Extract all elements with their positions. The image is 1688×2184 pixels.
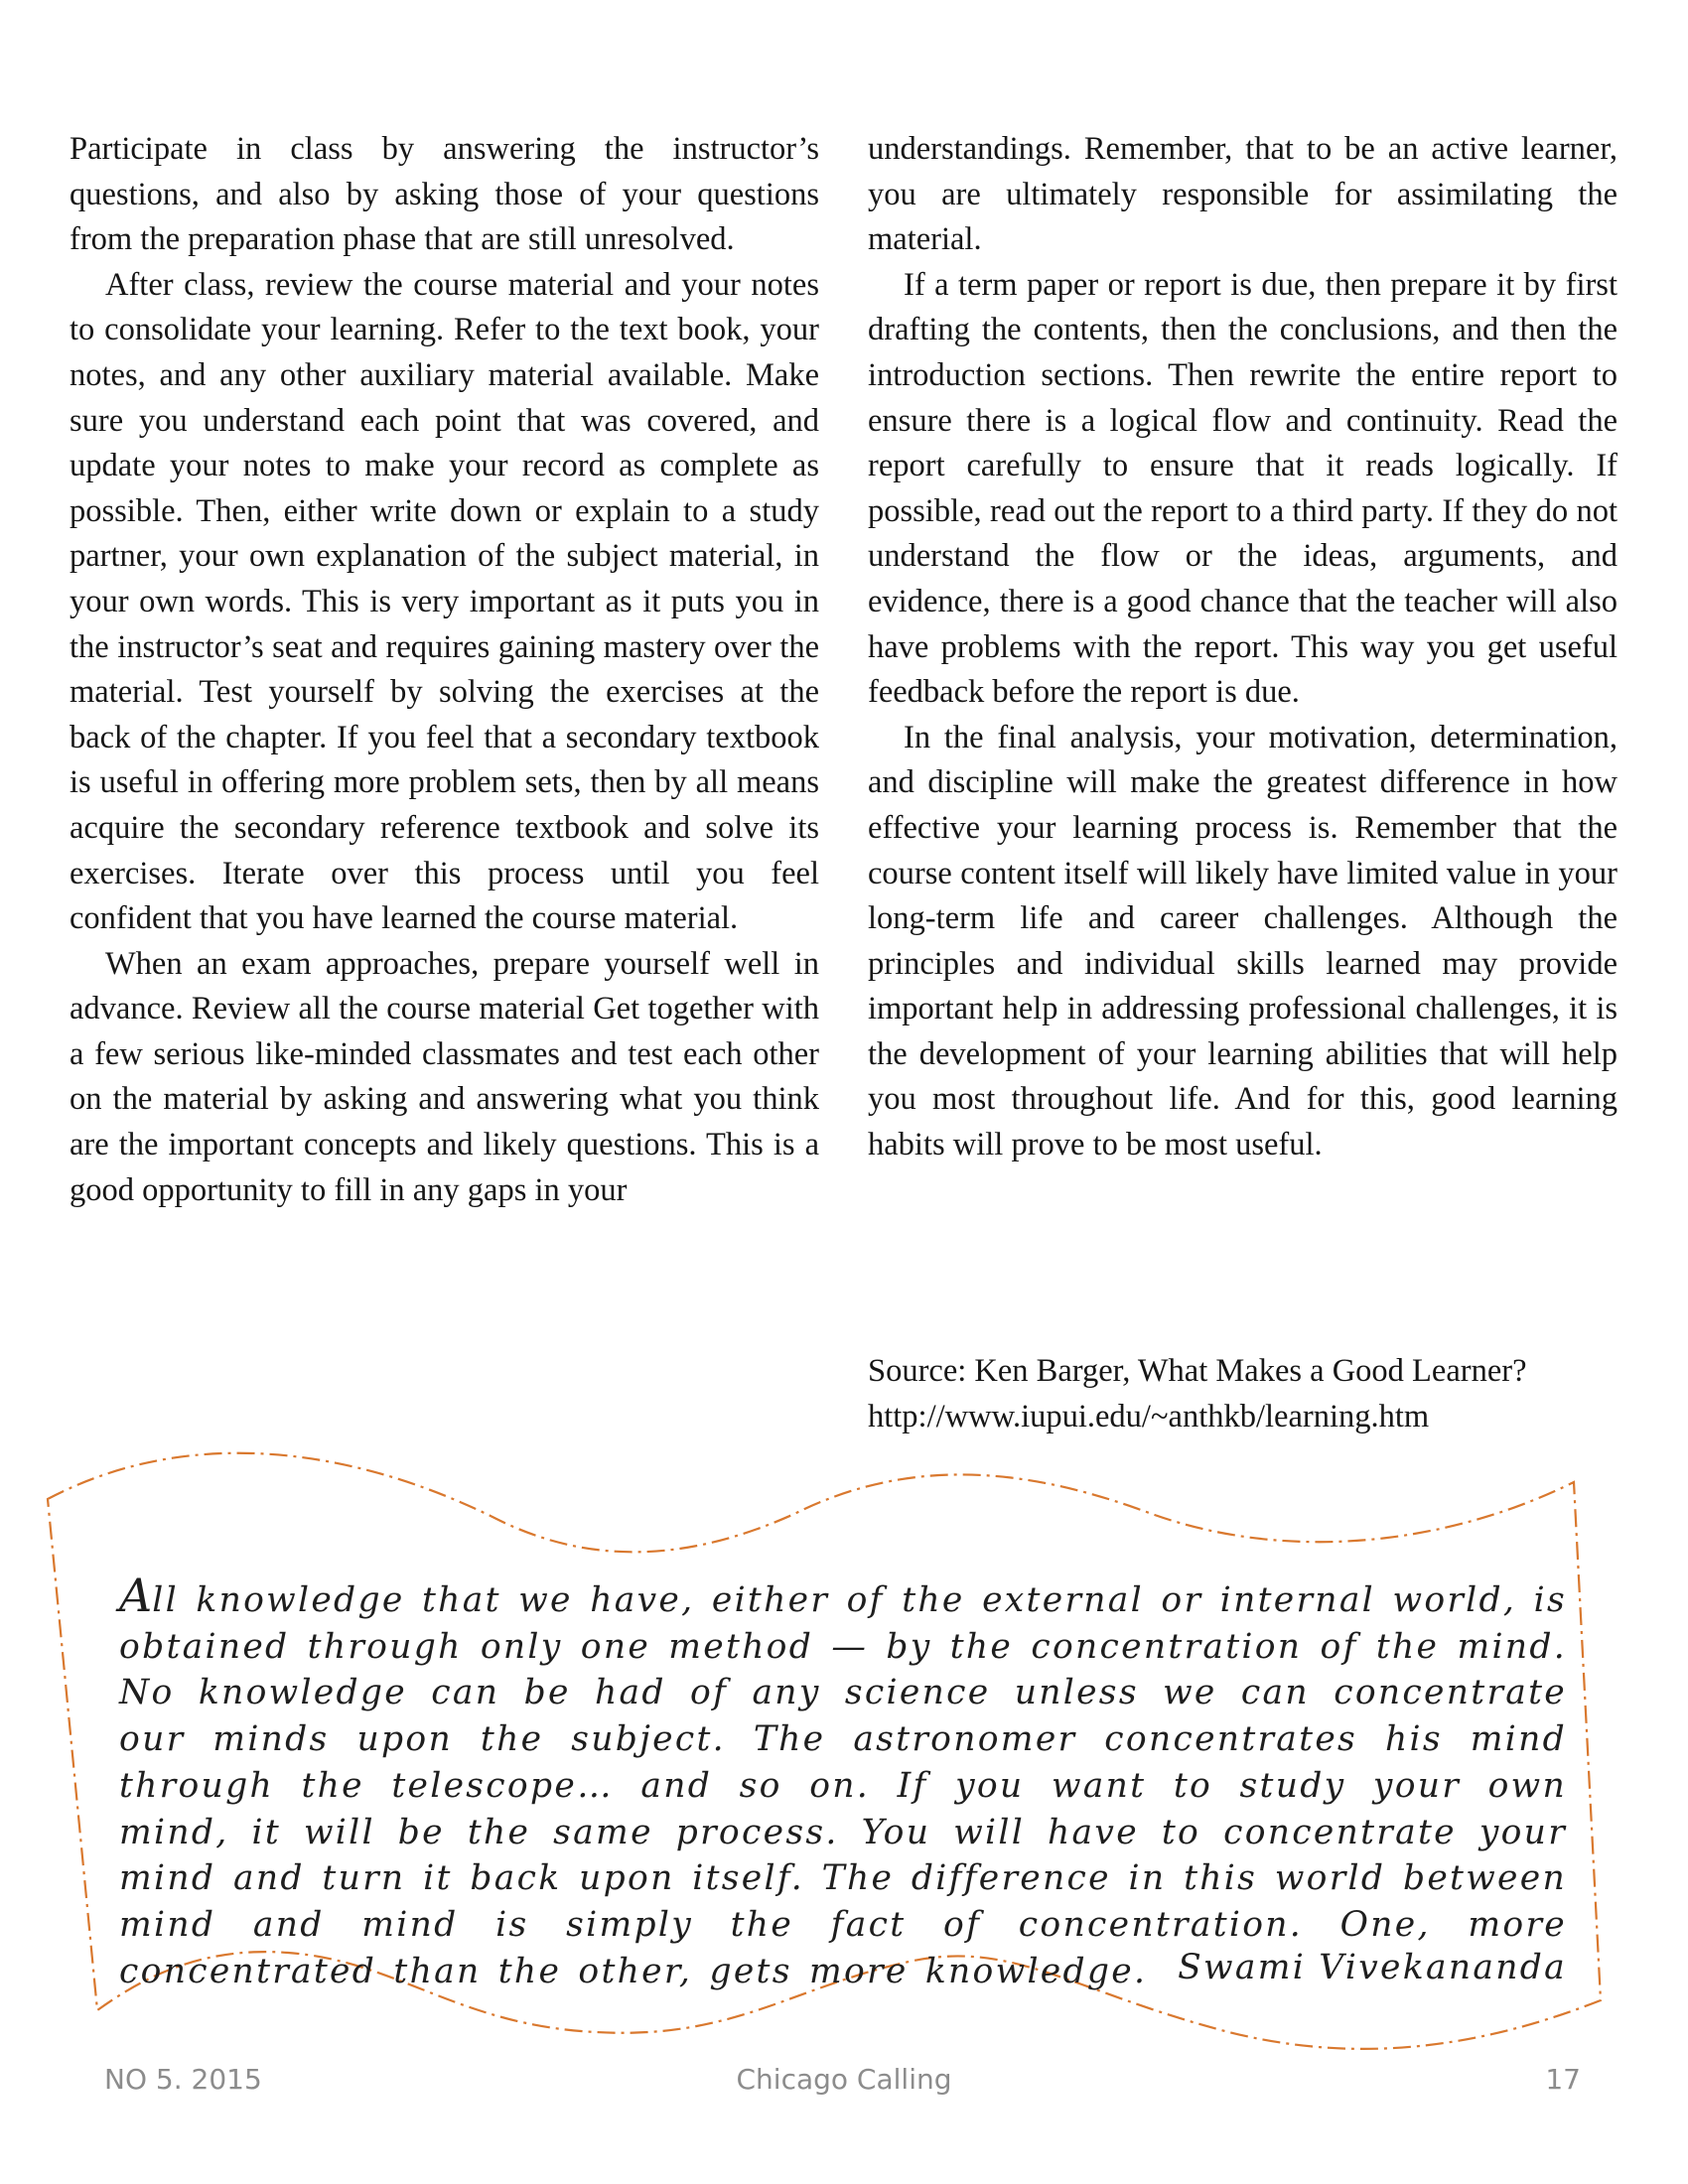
source-reference: Source: Ken Barger, What Makes a Good Learner?: [868, 1353, 1527, 1389]
footer-issue-number: NO 5. 2015: [104, 2063, 262, 2096]
paragraph-final-analysis: In the final analysis, your motivation, determination, and discipline will make the greatest difference in how effective your learning process is. Remember that the course content itself will likely have limited value in your long-term life and career challenges. Although the principles and individual skills learned may provide important help in addressing professional challenges, it is the development of your learning abilities that will help you most throughout life. And for this, good learning habits will prove to be most useful.: [868, 719, 1618, 1163]
paragraph-understandings: understandings. Remember, that to be an active learner, you are ultimately responsible for assimilating the material.: [868, 131, 1618, 258]
right-text-column: [868, 127, 1618, 1168]
vivekananda-quote: [119, 1569, 1567, 1994]
source-url: http://www.iupui.edu/~anthkb/learning.htm: [868, 1398, 1430, 1434]
quote-body: ll knowledge that we have, either of the external or internal world, is obtained through only one method — by the concentration of the mind. No knowledge can be had of any science unless we can concentrate our minds upon the subject. The astronomer concentrates his mind through the telescope… and so on. If you want to study your own mind, it will be the same process. You will have to concentrate your mind and turn it back upon itself. The difference in this world between mind and mind is simply the fact of concentration. One, more concentrated than the other, gets more knowledge.: [119, 1580, 1567, 1991]
paragraph-after-class: After class, review the course material and your notes to consolidate your learning. Refer to the text book, your notes, and any other auxiliary material available. Make sure you understand each point that was covered, and update your notes to make your record as complete as possible. Then, either write down or explain to a study partner, your own explanation of the subject material, in your own words. This is very important as it puts you in the instructor’s seat and requires gaining mastery over the material. Test yourself by solving the exercises at the back of the chapter. If you feel that a secondary textbook is useful in offering more problem sets, then by all means acquire the secondary reference textbook and solve its exercises. Iterate over this process until you feel confident that you have learned the course material.: [70, 266, 819, 937]
paragraph-participate: Participate in class by answering the instructor’s questions, and also by asking those of your questions from the preparation phase that are still unresolved.: [70, 131, 819, 258]
paragraph-term-paper: If a term paper or report is due, then prepare it by first drafting the contents, then the conclusions, and then the introduction sections. Then rewrite the entire report to ensure there is a logical flow and continuity. Read the report carefully to ensure that it reads logically. If possible, read out the report to a third party. If they do not understand the flow or the ideas, arguments, and evidence, there is a good chance that the teacher will also have problems with the report. This way you get useful feedback before the report is due.: [868, 266, 1618, 711]
quote-drop-cap: A: [119, 1569, 153, 1622]
footer-page-number: 17: [1545, 2063, 1581, 2096]
footer-publication-title: Chicago Calling: [736, 2063, 952, 2096]
quote-author: Swami Vivekananda: [1178, 1948, 1567, 1987]
paragraph-exam: When an exam approaches, prepare yourself well in advance. Review all the course material Get together with a few serious like-minded classmates and test each other on the material by asking and answering what you think are the important concepts and likely questions. This is a good opportunity to fill in any gaps in your: [70, 945, 819, 1208]
source-citation: [868, 1349, 1622, 1439]
left-text-column: [70, 127, 819, 1213]
